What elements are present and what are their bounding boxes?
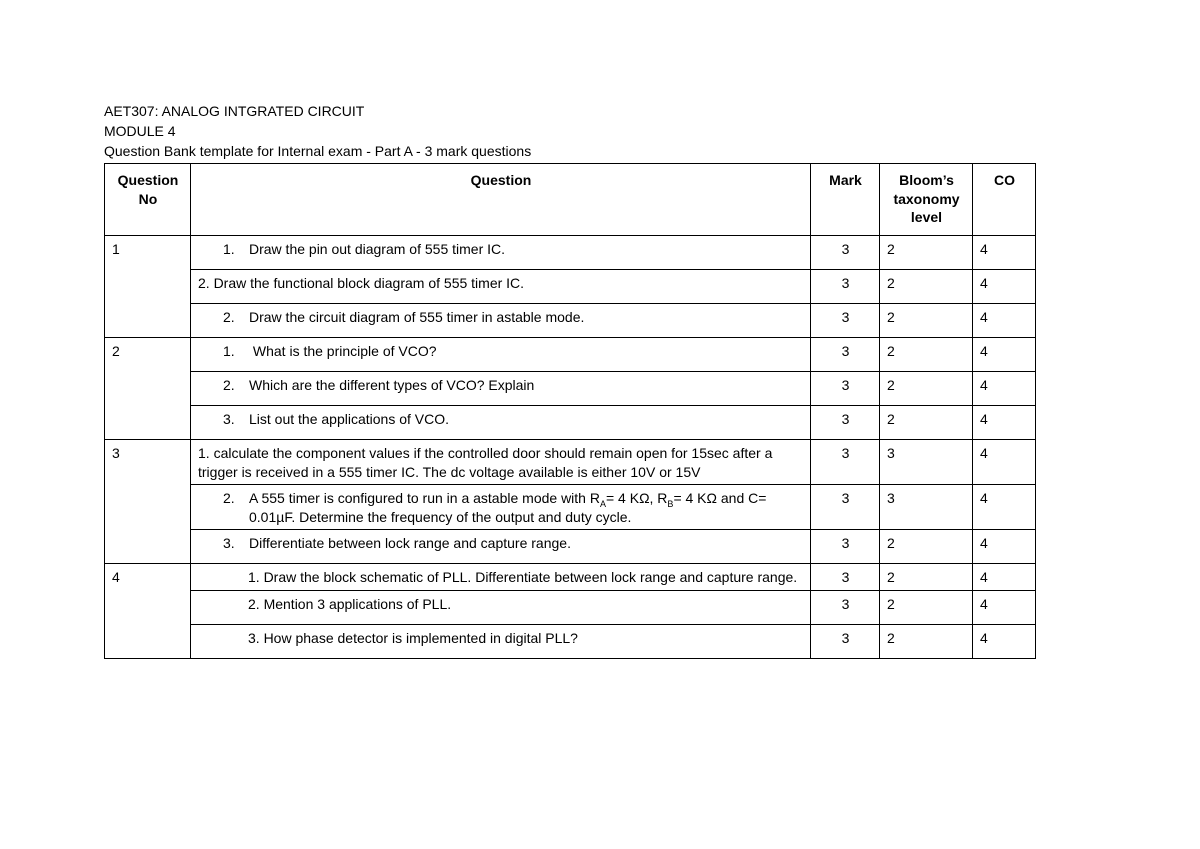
bloom-cell: 2	[880, 530, 973, 564]
question-text: Which are the different types of VCO? Explain	[249, 377, 535, 393]
bloom-cell: 2	[880, 624, 973, 658]
bloom-cell: 2	[880, 304, 973, 338]
table-row	[105, 530, 1036, 564]
question-text: 1. Draw the block schematic of PLL. Differentiate between lock range and capture range.	[248, 569, 798, 585]
table-row	[105, 590, 1036, 624]
mark-cell: 3	[811, 338, 880, 372]
bloom-cell: 3	[880, 485, 973, 530]
module-label: MODULE 4	[104, 123, 176, 139]
bloom-cell: 2	[880, 270, 973, 304]
co-cell: 4	[973, 406, 1036, 440]
question-text: Draw the pin out diagram of 555 timer IC.	[249, 241, 506, 257]
list-marker: 1.	[223, 241, 235, 257]
question-cell	[191, 372, 811, 406]
table-row	[105, 406, 1036, 440]
course-title: AET307: ANALOG INTGRATED CIRCUIT	[104, 103, 365, 119]
subscript-b: B	[667, 498, 674, 509]
question-cell	[191, 485, 811, 530]
mark-cell: 3	[811, 485, 880, 530]
question-text: 1. calculate the component values if the controlled door should remain open for 15sec after a trigger is received in a 555 timer IC. The dc voltage available is either 10V or 15V	[198, 445, 773, 480]
question-number-cell: 1	[105, 236, 191, 338]
subscript-a: A	[599, 498, 606, 509]
table-row	[105, 624, 1036, 658]
question-number-cell: 4	[105, 564, 191, 659]
question-bank-table	[104, 163, 1036, 659]
column-header-question: Question	[191, 164, 811, 236]
mark-cell: 3	[811, 624, 880, 658]
bloom-cell: 3	[880, 440, 973, 485]
mark-cell: 3	[811, 440, 880, 485]
column-header-blooms-level: Bloom’s taxonomy level	[880, 164, 973, 236]
bloom-cell: 2	[880, 590, 973, 624]
co-cell: 4	[973, 485, 1036, 530]
table-row	[105, 338, 1036, 372]
question-text-part: = 4 KΩ, R	[605, 490, 668, 506]
question-text: List out the applications of VCO.	[249, 411, 449, 427]
co-cell: 4	[973, 624, 1036, 658]
question-cell	[191, 530, 811, 564]
bloom-cell: 2	[880, 338, 973, 372]
co-cell: 4	[973, 590, 1036, 624]
document-description: Question Bank template for Internal exam - Part A - 3 mark questions	[104, 143, 532, 159]
list-marker: 2.	[223, 490, 235, 506]
list-marker: 3.	[223, 411, 235, 427]
mark-cell: 3	[811, 270, 880, 304]
question-text	[249, 489, 804, 526]
question-number-cell: 2	[105, 338, 191, 440]
table-row	[105, 270, 1036, 304]
co-cell: 4	[973, 270, 1036, 304]
question-text-part: = 4 KΩ and C= 0.01µF. Determine the frequency of the output and duty cycle.	[249, 490, 767, 525]
question-cell	[191, 304, 811, 338]
mark-cell: 3	[811, 590, 880, 624]
question-text: What is the principle of VCO?	[249, 343, 437, 359]
table-row	[105, 304, 1036, 338]
mark-cell: 3	[811, 372, 880, 406]
table-row	[105, 485, 1036, 530]
co-cell: 4	[973, 564, 1036, 591]
table-row	[105, 236, 1036, 270]
mark-cell: 3	[811, 304, 880, 338]
list-marker: 2.	[223, 377, 235, 393]
bloom-cell: 2	[880, 564, 973, 591]
bloom-cell: 2	[880, 406, 973, 440]
co-cell: 4	[973, 236, 1036, 270]
table-row	[105, 372, 1036, 406]
bloom-cell: 2	[880, 372, 973, 406]
co-cell: 4	[973, 372, 1036, 406]
list-marker: 2.	[223, 309, 235, 325]
column-header-co: CO	[973, 164, 1036, 236]
question-text: 3. How phase detector is implemented in digital PLL?	[248, 629, 578, 646]
mark-cell: 3	[811, 564, 880, 591]
mark-cell: 3	[811, 530, 880, 564]
question-text: Differentiate between lock range and capture range.	[249, 535, 571, 551]
question-text: Draw the circuit diagram of 555 timer in astable mode.	[249, 309, 585, 325]
table-row	[105, 564, 1036, 591]
document-page	[104, 101, 1035, 659]
question-cell	[191, 236, 811, 270]
co-cell: 4	[973, 440, 1036, 485]
co-cell: 4	[973, 530, 1036, 564]
question-cell	[191, 270, 811, 304]
question-cell	[191, 406, 811, 440]
question-text: 2. Mention 3 applications of PLL.	[248, 595, 452, 612]
question-cell	[191, 440, 811, 485]
question-number-cell: 3	[105, 440, 191, 564]
table-row	[105, 440, 1036, 485]
question-text: 2. Draw the functional block diagram of 555 timer IC.	[198, 275, 525, 291]
question-cell	[191, 624, 811, 658]
question-cell	[191, 564, 811, 591]
list-marker: 3.	[223, 535, 235, 551]
table-header-row	[105, 164, 1036, 236]
bloom-cell: 2	[880, 236, 973, 270]
column-header-mark: Mark	[811, 164, 880, 236]
question-text-part: A 555 timer is configured to run in a astable mode with R	[249, 490, 600, 506]
question-cell	[191, 590, 811, 624]
column-header-question-no: Question No	[105, 164, 191, 236]
question-cell	[191, 338, 811, 372]
mark-cell: 3	[811, 236, 880, 270]
co-cell: 4	[973, 338, 1036, 372]
list-marker: 1.	[223, 343, 235, 359]
co-cell: 4	[973, 304, 1036, 338]
mark-cell: 3	[811, 406, 880, 440]
